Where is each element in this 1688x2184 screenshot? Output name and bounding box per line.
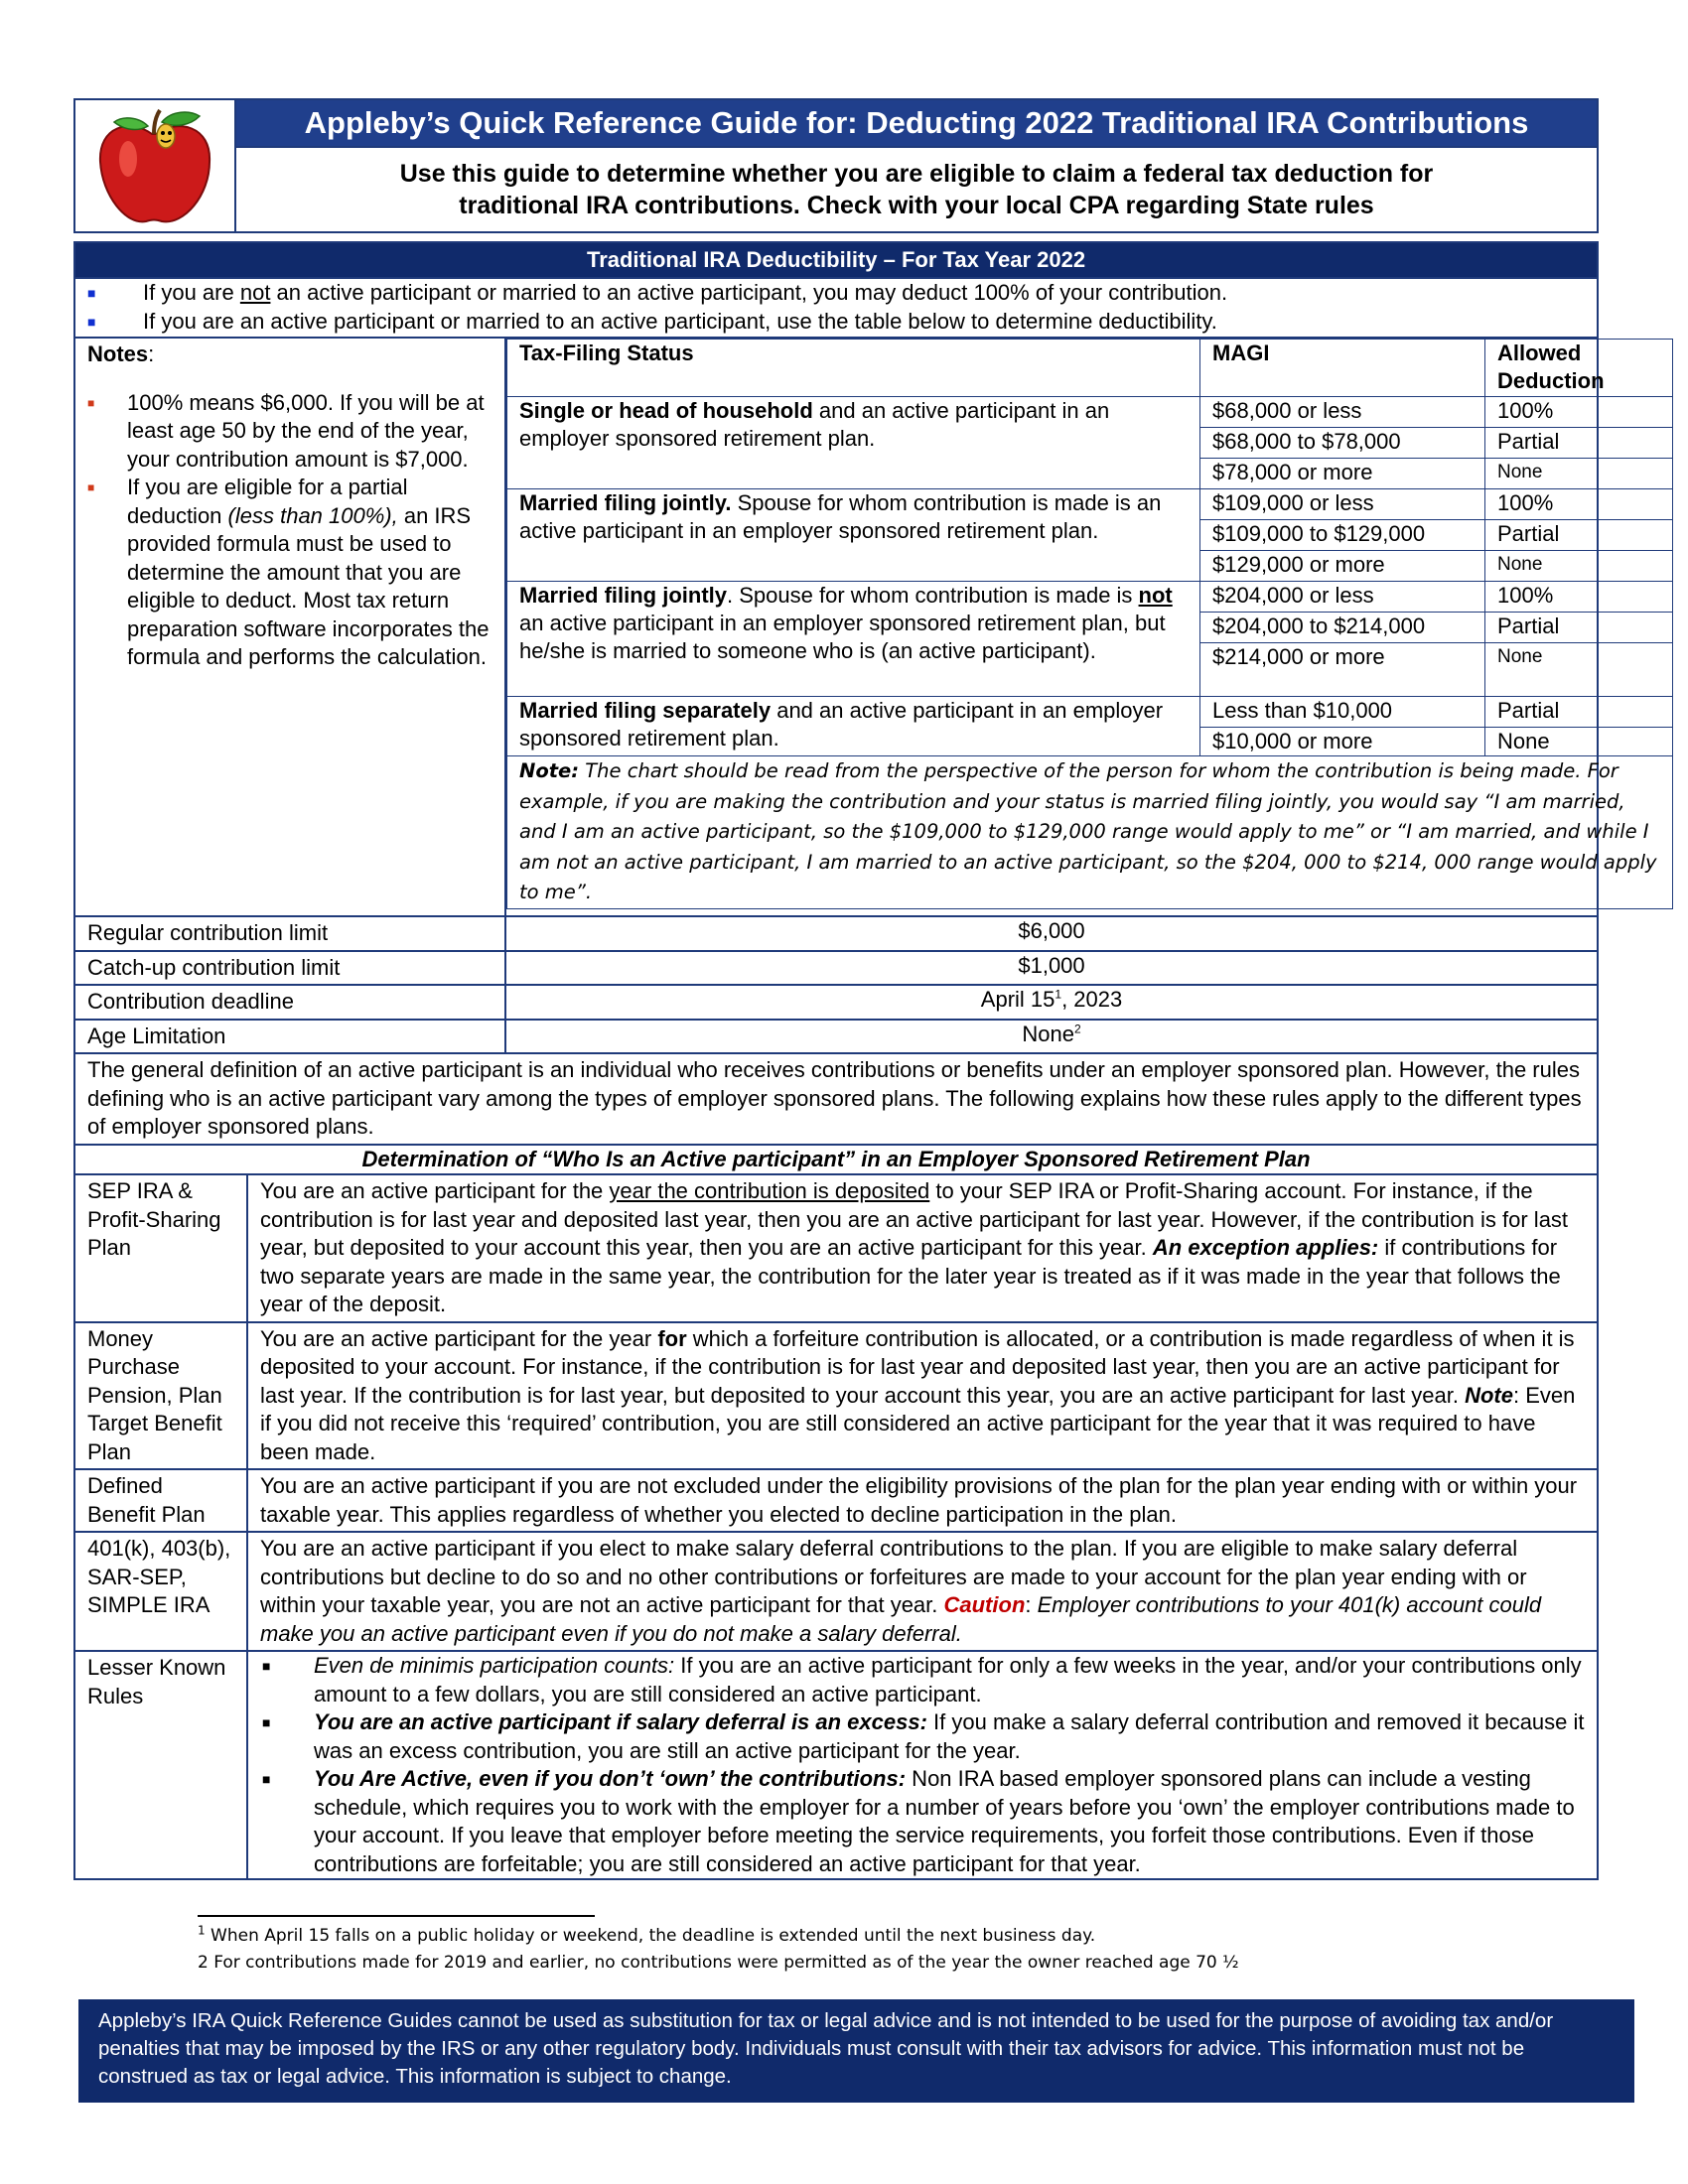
logo-cell xyxy=(75,100,236,231)
status-married-separately: Married filing separately and an active participant in an employer sponsored retirement plan. xyxy=(507,697,1200,756)
header-text-area xyxy=(236,100,1597,231)
perspective-note: Note: The chart should be read from the perspective of the person for whom the contribution is being made. For example, if you are making the contribution and your status is married filing jointly, you would say “I am married, and I am an active participant, so the $109,000 to $129,000 range would apply to me” or “I am married, and while I am not an active participant, I am married to an active participant, so the $204, 000 to $214, 000 range would apply to me”. xyxy=(507,756,1673,909)
deduction-value: Partial xyxy=(1485,613,1673,643)
square-bullet-icon: ■ xyxy=(262,1714,271,1730)
plan-label-401k: 401(k), 403(b), SAR-SEP, SIMPLE IRA xyxy=(74,1532,247,1651)
plan-text-money-purchase: You are an active participant for the year for which a forfeiture contribution is allocated, or a contribution is made regardless of when it is deposited to your account. For instance, if the contribution is for last year and deposited last year, then you are an active participant for last year. If the contribution is for last year, but deposited to your account this year, you are an active participant for last year. Note: Even if you did not receive this ‘required’ contribution, you are still considered an active participant for the year that it was required to have been made. xyxy=(247,1322,1598,1470)
plan-label-money-purchase: Money Purchase Pension, Plan Target Benefit Plan xyxy=(74,1322,247,1470)
footnote-1: $^1$ When April 15 falls on a public holiday or weekend, the deadline is extended until the next business day. xyxy=(198,1923,1096,1946)
guide-title: Appleby’s Quick Reference Guide for: Deducting 2022 Traditional IRA Contributions xyxy=(236,100,1597,148)
footnote-2: 2 For contributions made for 2019 and earlier, no contributions were permitted as of the year the owner reached age 70 ½ xyxy=(198,1953,1239,1973)
deduction-value: None xyxy=(1485,728,1673,756)
square-bullet-icon: ■ xyxy=(262,1658,271,1674)
lesser-known-rule-2: ■ You are an active participant if salary deferral is an excess: If you make a salary deferral contribution and removed it because it was an excess contribution, you are still an active participant for the year. xyxy=(248,1708,1585,1765)
magi-value: $204,000 to $214,000 xyxy=(1200,613,1485,643)
limit-value: None$^2$ xyxy=(505,1020,1598,1054)
plan-label-lesser-known: Lesser Known Rules xyxy=(74,1651,247,1879)
deductibility-table xyxy=(73,241,1657,1880)
plan-label-sep: SEP IRA & Profit-Sharing Plan xyxy=(74,1174,247,1322)
magi-table xyxy=(506,339,1673,909)
magi-value: $214,000 or more xyxy=(1200,643,1485,697)
page xyxy=(73,98,1657,1880)
plan-text-401k: You are an active participant if you elect to make salary deferral contributions to the plan. If you are eligible to make salary deferral contributions but decline to do so and no other contributions or forfeitures are made to your account for the plan year ending with or within your taxable year, you are not an active participant for that year. Caution: Employer contributions to your 401(k) account could make you an active participant even if you do not make a salary deferral. xyxy=(247,1532,1598,1651)
guide-subtitle-line1: Use this guide to determine whether you are eligible to claim a federal tax deduction for xyxy=(399,160,1434,188)
deduction-value: 100% xyxy=(1485,582,1673,613)
status-married-jointly-active: Married filing jointly. Spouse for whom contribution is made is an active participant in an employer sponsored retirement plan. xyxy=(507,489,1200,582)
magi-table-cell xyxy=(505,338,1657,916)
limit-value: $1,000 xyxy=(505,951,1598,986)
disclaimer-box: Appleby’s IRA Quick Reference Guides cannot be used as substitution for tax or legal advice and is not intended to be used for the purpose of avoiding tax and/or penalties that may be imposed by the IRS or any other regulatory body. Individuals must consult with their tax advisors for advice. This information must not be construed as tax or legal advice. This information is subject to change. xyxy=(78,1999,1634,2103)
guide-header xyxy=(73,98,1599,233)
header-magi: MAGI xyxy=(1200,340,1485,397)
magi-value: Less than $10,000 xyxy=(1200,697,1485,728)
deduction-value: 100% xyxy=(1485,397,1673,428)
square-bullet-icon: ■ xyxy=(87,480,95,494)
magi-value: $109,000 or less xyxy=(1200,489,1485,520)
limit-label: Regular contribution limit xyxy=(74,916,505,951)
intro-bullets xyxy=(74,278,1598,338)
limit-value: $6,000 xyxy=(505,916,1598,951)
lesser-known-rule-3: ■ You Are Active, even if you don’t ‘own’ the contributions: Non IRA based employer sponsored plans can include a vesting schedule, which requires you to work with the employer for a number of years before you ‘own’ the employer contributions made to your account. If you leave that employer before meeting the service requirements, you forfeit those contributions. Even if those contributions are forfeitable; you are still considered an active participant for that year. xyxy=(248,1765,1585,1878)
guide-subtitle-line2: traditional IRA contributions. Check with your local CPA regarding State rules xyxy=(459,192,1374,219)
deduction-value: Partial xyxy=(1485,520,1673,551)
magi-value: $68,000 to $78,000 xyxy=(1200,428,1485,459)
magi-value: $129,000 or more xyxy=(1200,551,1485,582)
deduction-value: None xyxy=(1485,459,1673,489)
limit-value: April $15^1$, 2023 xyxy=(505,985,1598,1020)
limit-label: Age Limitation xyxy=(74,1020,505,1054)
deduction-value: 100% xyxy=(1485,489,1673,520)
determination-title: Determination of “Who Is an Active participant” in an Employer Sponsored Retirement Plan xyxy=(74,1145,1598,1175)
magi-value: $109,000 to $129,000 xyxy=(1200,520,1485,551)
plan-text-defined-benefit: You are an active participant if you are not excluded under the eligibility provisions of the plan for the plan year ending with or within your taxable year. This applies regardless of whether you elected to decline participation in the plan. xyxy=(247,1469,1598,1532)
guide-subtitle xyxy=(236,148,1597,231)
magi-value: $10,000 or more xyxy=(1200,728,1485,756)
note-1: ■ 100% means $6,000. If you will be at least age 50 by the end of the year, your contribution amount is $7,000. xyxy=(87,389,485,472)
deduction-value: Partial xyxy=(1485,428,1673,459)
magi-value: $78,000 or more xyxy=(1200,459,1485,489)
note-2: ■ If you are eligible for a partial deduction (less than 100%), an IRS provided formula must be used to determine the amount that you are eligible to deduct. Most tax return preparation software incorporates the formula and performs the calculation. xyxy=(87,475,490,669)
intro-bullet-1: ■ If you are not an active participant or married to an active participant, you may deduct 100% of your contribution. xyxy=(75,279,1597,308)
intro-bullet-2: ■ If you are an active participant or married to an active participant, use the table below to determine deductibility. xyxy=(75,308,1597,337)
apple-logo-icon xyxy=(90,104,219,228)
square-bullet-icon: ■ xyxy=(262,1771,271,1787)
caution-label: Caution xyxy=(943,1592,1026,1617)
limit-label: Catch-up contribution limit xyxy=(74,951,505,986)
deduction-value: Partial xyxy=(1485,697,1673,728)
notes-label: Notes xyxy=(87,341,149,366)
square-bullet-icon: ■ xyxy=(87,285,96,301)
plan-text-sep: You are an active participant for the year the contribution is deposited to your SEP IRA or Profit-Sharing account. For instance, if the contribution is for last year and deposited last year, then you are an active participant for last year. However, if the contribution is for last year, but deposited to your account this year, then you are an active participant for this year. An exception applies: if contributions for two separate years are made in the same year, the contribution for the later year is treated as if it was made in the year that follows the year of the deposit. xyxy=(247,1174,1598,1322)
deduction-value: None xyxy=(1485,551,1673,582)
square-bullet-icon: ■ xyxy=(87,395,95,410)
limit-label: Contribution deadline xyxy=(74,985,505,1020)
status-single: Single or head of household and an active participant in an employer sponsored retirement plan. xyxy=(507,397,1200,489)
lesser-known-rules xyxy=(247,1651,1598,1879)
footnote-divider xyxy=(198,1915,595,1917)
header-deduction: Allowed Deduction xyxy=(1485,340,1673,397)
notes-cell: Notes: ■ 100% means $6,000. If you will be at least age 50 by the end of the year, your contribution amount is $7,000. ■ If you are eligible for a partial deduction (less than 100%), an IRS provided formula must be used to determine the amount that you are eligible to deduct. Most tax return preparation software incorporates the formula and performs the calculation. xyxy=(74,338,505,916)
deduction-value: None xyxy=(1485,643,1673,697)
square-bullet-icon: ■ xyxy=(87,313,96,330)
lesser-known-rule-1: ■ Even de minimis participation counts: If you are an active participant for only a few weeks in the year, and/or your contributions only amount to a few dollars, you are still considered an active participant. xyxy=(248,1652,1585,1708)
status-married-jointly-spouse-active: Married filing jointly. Spouse for whom contribution is made is not an active participant in an employer sponsored retirement plan, but he/she is married to someone who is (an active participant). xyxy=(507,582,1200,697)
section-title: Traditional IRA Deductibility – For Tax Year 2022 xyxy=(74,242,1598,278)
header-status: Tax-Filing Status xyxy=(507,340,1200,397)
plan-label-defined-benefit: Defined Benefit Plan xyxy=(74,1469,247,1532)
active-participant-definition: The general definition of an active participant is an individual who receives contributions or benefits under an employer sponsored plan. However, the rules defining who is an active participant vary among the types of employer sponsored plans. The following explains how these rules apply to the different types of employer sponsored plans. xyxy=(74,1053,1598,1145)
magi-value: $204,000 or less xyxy=(1200,582,1485,613)
magi-value: $68,000 or less xyxy=(1200,397,1485,428)
